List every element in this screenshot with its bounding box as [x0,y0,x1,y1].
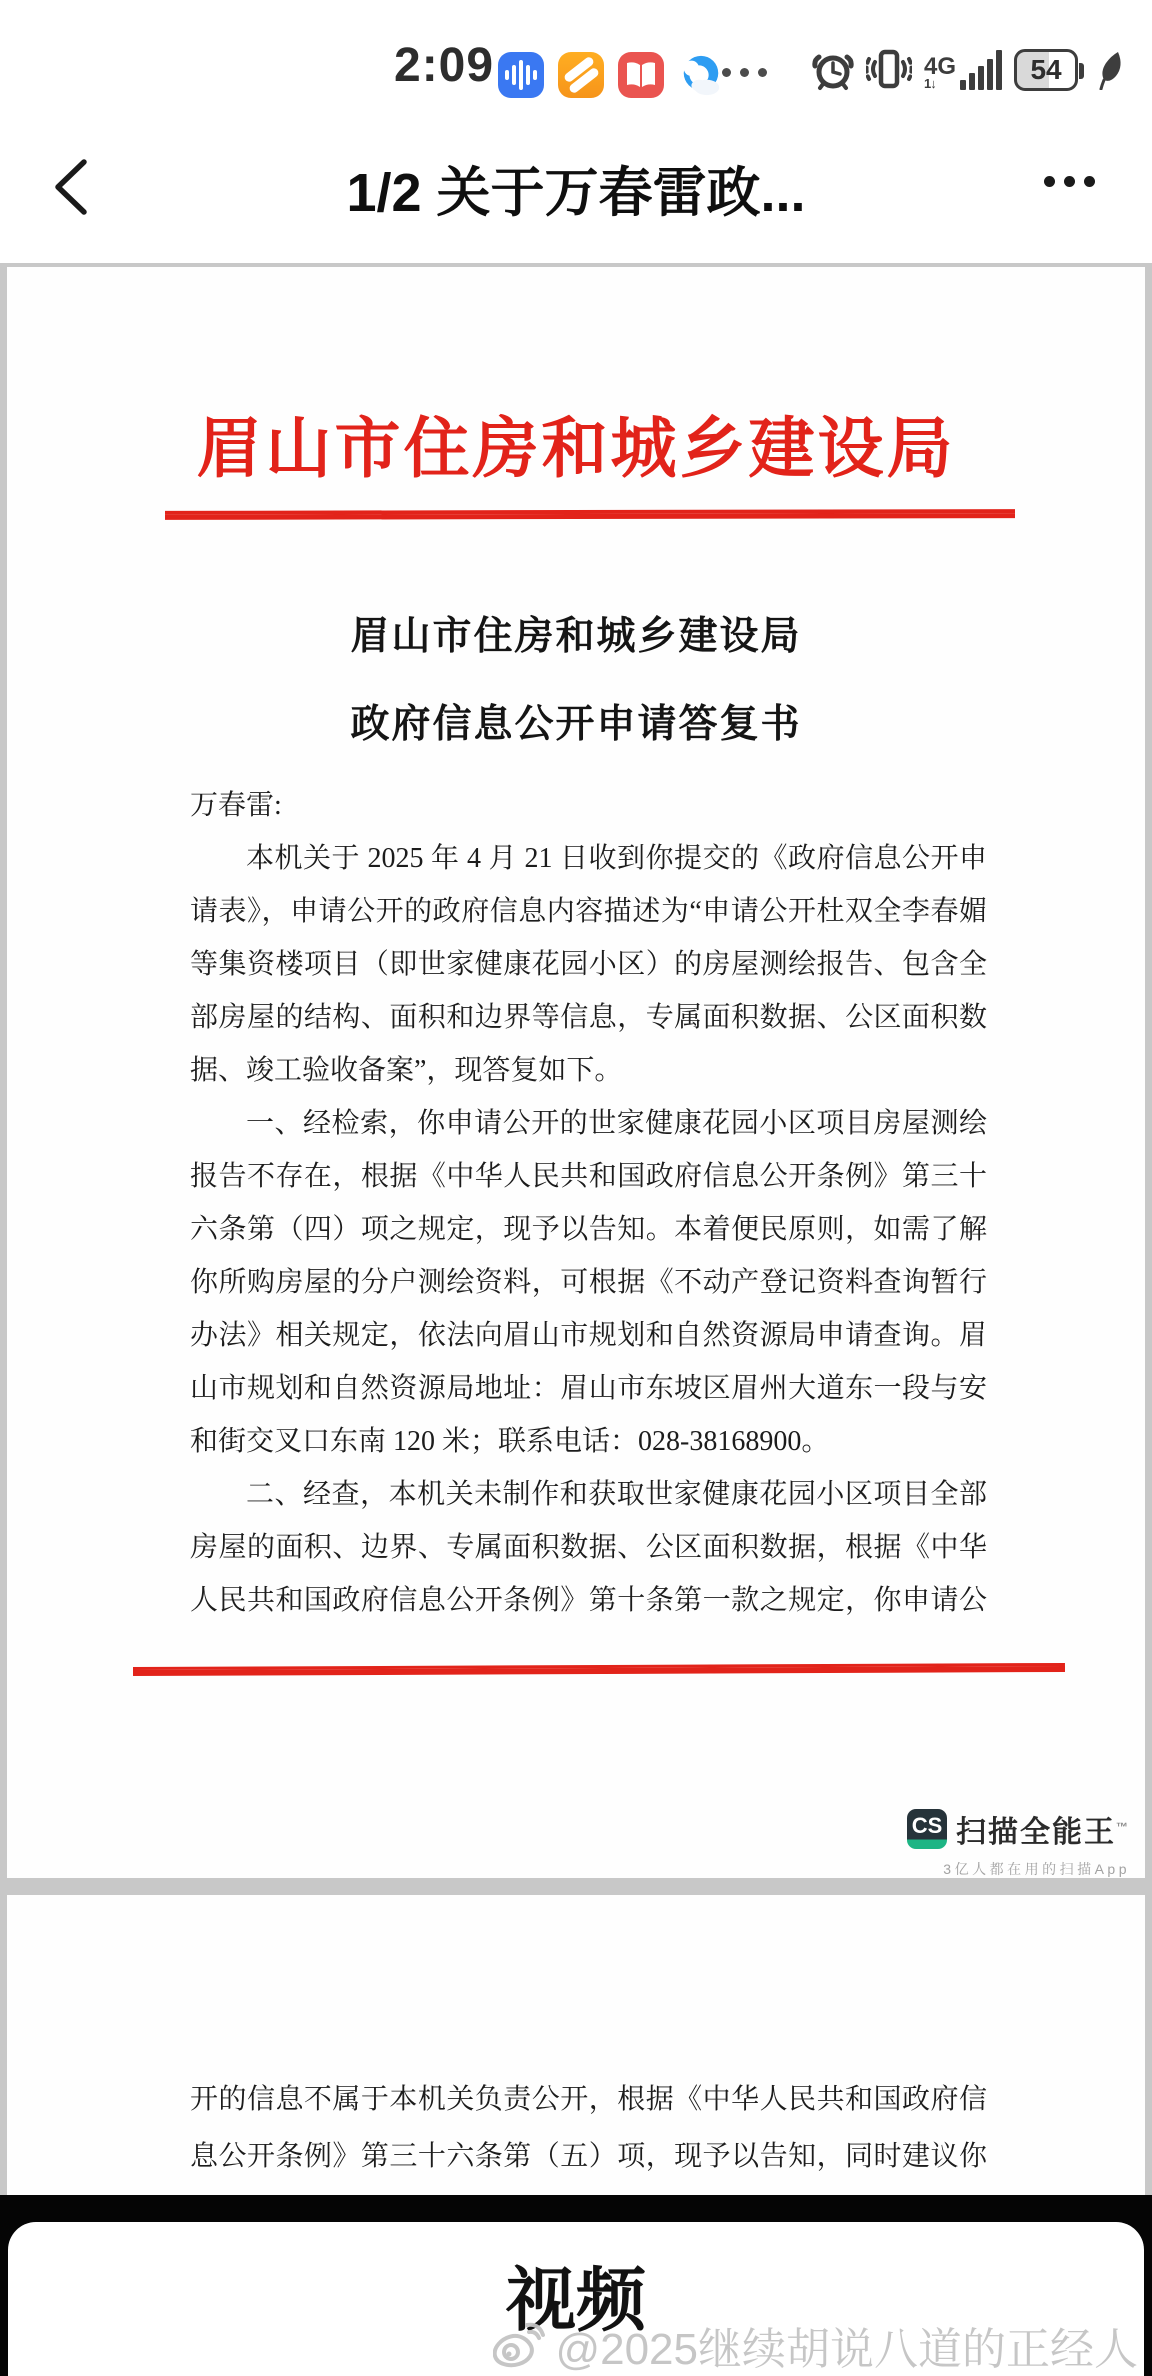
status-more-icon [722,68,767,77]
document-text-line: 等集资楼项目（即世家健康花园小区）的房屋测绘报告、包含全 [190,949,987,980]
document-text-line: 房屋的面积、边界、专属面积数据、公区面积数据，根据《中华 [190,1532,987,1563]
document-text-line: 万春雷: [190,790,282,821]
document-text-line: 本机关于 2025 年 4 月 21 日收到你提交的《政府信息公开申 [246,843,987,874]
document-title-line2: 政府信息公开申请答复书 [350,703,802,746]
document-body [190,779,987,1627]
network-type-label: 4G [924,53,957,80]
browser-app-icon [678,52,724,98]
nav-bar [0,110,1152,263]
battery-icon [1014,49,1078,91]
data-arrows-icon: 1↓ [924,76,936,91]
document-image-viewer[interactable] [0,263,1152,2195]
open-book-icon [625,61,657,89]
camscanner-logo-text: CS [911,1812,943,1838]
document-text-line: 一、经检索，你申请公开的世家健康花园小区项目房屋测绘 [246,1108,987,1139]
letterhead-rule [165,509,1015,520]
bottom-bar [0,2195,1152,2376]
document-text-line: 六条第（四）项之规定，现予以告知。本着便民原则，如需了解 [190,1214,987,1245]
document-title-line1: 眉山市住房和城乡建设局 [350,615,802,658]
trademark-symbol: ™ [1116,1820,1130,1834]
document-text-line: 开的信息不属于本机关负责公开，根据《中华人民共和国政府信 [190,2084,987,2115]
document-page-1 [7,267,1145,1878]
document-text-line: 和街交叉口东南 120 米；联系电话：028-38168900。 [190,1426,830,1457]
vibrate-icon [866,48,912,92]
status-bar-right [812,44,1124,96]
more-options-button[interactable] [1044,176,1095,187]
document-text-line: 山市规划和自然资源局地址：眉山市东坡区眉州大道东一段与安 [190,1373,987,1404]
waveform-icon [505,60,537,90]
document-text-line: 部房屋的结构、面积和边界等信息，专属面积数据、公区面积数 [190,1002,987,1033]
status-bar [0,0,1152,110]
camscanner-tagline: 3亿人都在用的扫描App [943,1861,1130,1877]
battery-percent: 54 [1030,54,1062,85]
fitness-app-icon [558,52,604,98]
footer-rule [133,1663,1065,1676]
weibo-watermark [493,2313,1138,2376]
books-app-icon [618,52,664,98]
camscanner-logo-icon [907,1809,947,1849]
document-text-line: 人民共和国政府信息公开条例》第十条第一款之规定，你申请公 [190,1585,987,1616]
signal-bars-icon [960,50,1002,90]
document-text-line: 息公开条例》第三十六条第（五）项，现予以告知，同时建议你 [190,2141,987,2172]
eco-leaf-icon [1096,50,1124,90]
document-page2-body [190,2071,987,2185]
weibo-icon [493,2322,545,2368]
weibo-handle: @2025继续胡说八道的正经人 [555,2325,1138,2374]
document-text-line: 你所购房屋的分户测绘资料，可根据《不动产登记资料查询暂行 [190,1267,987,1298]
document-page-2 [7,1895,1145,2195]
browser-swirl-icon [678,51,724,99]
camscanner-watermark [907,1807,1130,1879]
voice-app-icon [498,52,544,98]
document-text-line: 办法》相关规定，依法向眉山市规划和自然资源局申请查询。眉 [190,1320,987,1351]
document-text-line: 请表》，申请公开的政府信息内容描述为“申请公开杜双全李春媚 [190,896,987,927]
camscanner-brand: 扫描全能王™ [956,1816,1130,1849]
document-text-line: 二、经查，本机关未制作和获取世家健康花园小区项目全部 [246,1479,987,1510]
document-text-line: 据、竣工验收备案”，现答复如下。 [190,1055,623,1086]
notification-app-icons [498,52,724,98]
letterhead-title: 眉山市住房和城乡建设局 [196,413,956,486]
video-tab-label[interactable]: 视频 [506,2261,646,2339]
document-text-line: 报告不存在，根据《中华人民共和国政府信息公开条例》第三十 [190,1161,987,1192]
clock-time: 2:09 [394,39,495,92]
signal-icon [924,50,1002,90]
page-title: 1/2 关于万春雷政... [346,163,806,223]
alarm-icon [812,48,854,92]
